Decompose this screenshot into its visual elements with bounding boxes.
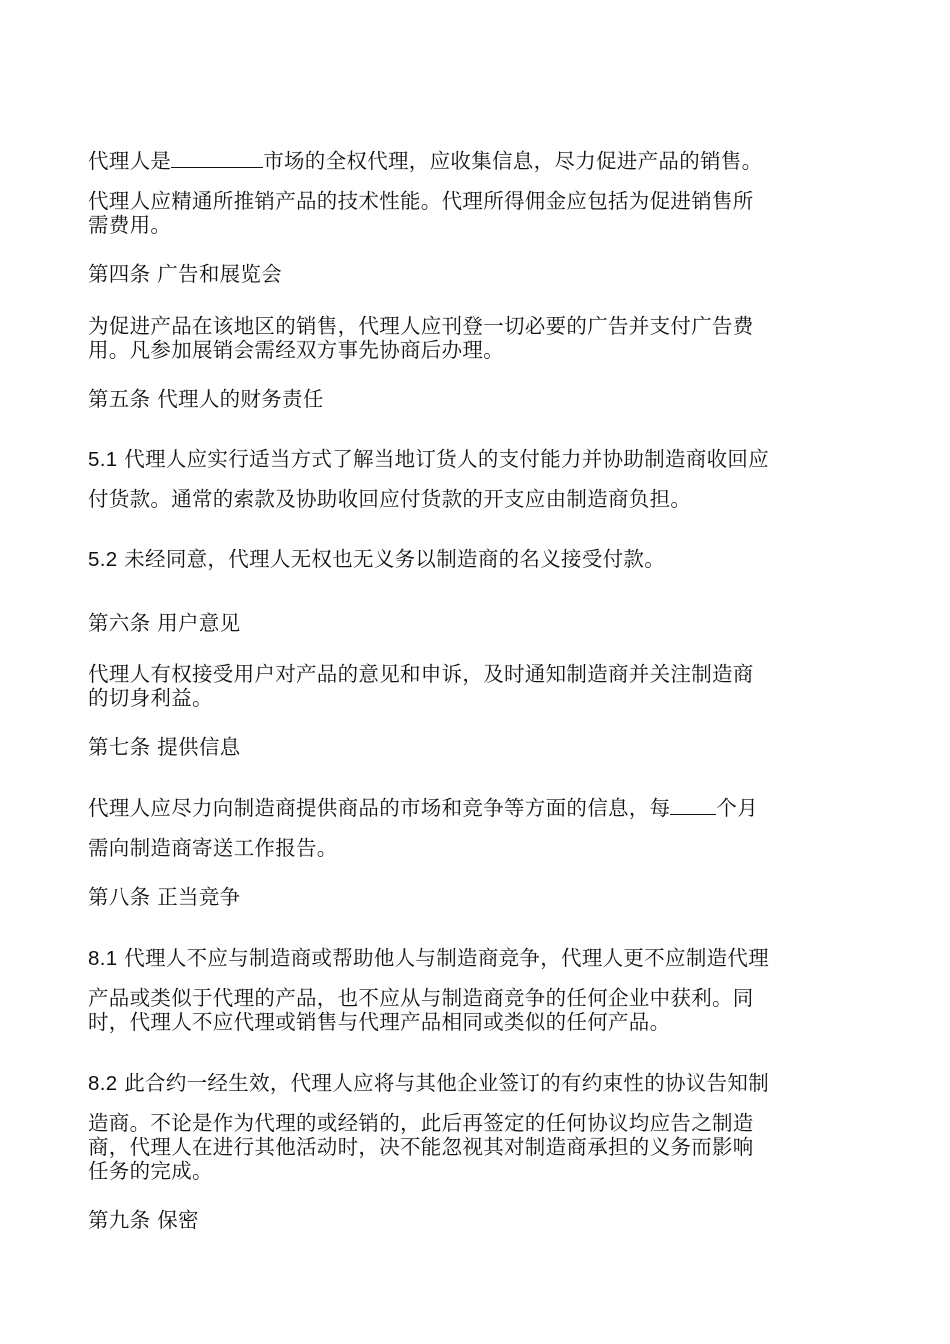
paragraph-line: [88, 446, 769, 473]
paragraph-line: 造商。不论是作为代理的或经销的，此后再签定的任何协议均应告之制造: [88, 1111, 754, 1135]
paragraph-line: [88, 1070, 769, 1097]
text-span: 此合约一经生效，代理人应将与其他企业签订的有约束性的协议告知制: [124, 1071, 770, 1095]
text-span: 市场的全权代理，应收集信息，尽力促进产品的销售。: [263, 149, 763, 173]
clause-number: 8.2: [88, 1072, 118, 1095]
paragraph-line: 用。凡参加展销会需经双方事先协商后办理。: [88, 338, 504, 362]
fill-in-blank: [171, 149, 263, 168]
paragraph-line: 时，代理人不应代理或销售与代理产品相同或类似的任何产品。: [88, 1010, 671, 1034]
article-heading: 第四条 广告和展览会: [88, 262, 283, 286]
text-span: 代理人是: [88, 149, 172, 173]
paragraph-line: 付货款。通常的索款及协助收回应付货款的开支应由制造商负担。: [88, 487, 692, 511]
paragraph-line: 任务的完成。: [88, 1159, 213, 1183]
text-span: 代理人应实行适当方式了解当地订货人的支付能力并协助制造商收回应: [124, 447, 770, 471]
article-heading: 第六条 用户意见: [88, 611, 241, 635]
paragraph-line: [88, 148, 762, 174]
article-heading: 第八条 正当竞争: [88, 885, 241, 909]
clause-number: 5.2: [88, 548, 118, 571]
text-span: 未经同意，代理人无权也无义务以制造商的名义接受付款。: [124, 547, 666, 571]
paragraph-line: 需向制造商寄送工作报告。: [88, 836, 338, 860]
paragraph-line: 需费用。: [88, 213, 172, 237]
paragraph-line: [88, 546, 665, 573]
paragraph-line: 代理人有权接受用户对产品的意见和申诉，及时通知制造商并关注制造商: [88, 662, 754, 686]
article-heading: 第五条 代理人的财务责任: [88, 387, 324, 411]
text-span: 个月: [716, 796, 759, 820]
paragraph-line: 为促进产品在该地区的销售，代理人应刊登一切必要的广告并支付广告费: [88, 314, 754, 338]
paragraph-line: [88, 795, 758, 821]
paragraph-line: 代理人应精通所推销产品的技术性能。代理所得佣金应包括为促进销售所: [88, 189, 754, 213]
text-span: 代理人应尽力向制造商提供商品的市场和竞争等方面的信息，每: [88, 796, 671, 820]
paragraph-line: 的切身利益。: [88, 686, 213, 710]
article-heading: 第九条 保密: [88, 1208, 199, 1232]
text-span: 代理人不应与制造商或帮助他人与制造商竞争，代理人更不应制造代理: [124, 946, 770, 970]
paragraph-line: 产品或类似于代理的产品，也不应从与制造商竞争的任何企业中获利。同: [88, 986, 754, 1010]
paragraph-line: 商，代理人在进行其他活动时，决不能忽视其对制造商承担的义务而影响: [88, 1135, 754, 1159]
clause-number: 5.1: [88, 448, 118, 471]
clause-number: 8.1: [88, 947, 118, 970]
article-heading: 第七条 提供信息: [88, 735, 241, 759]
paragraph-line: [88, 945, 769, 972]
fill-in-blank: [670, 796, 716, 815]
